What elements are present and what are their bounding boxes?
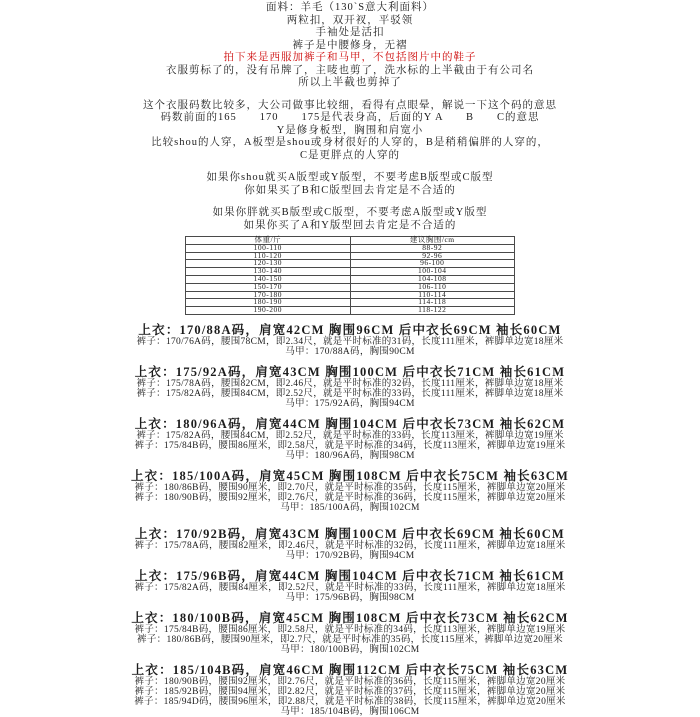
- pants-size-line: 裤子：180/90B码，腰围92厘米，即2.76尺，就是平时标准的36码，长度115厘米，裤脚单边宽20厘米: [134, 676, 566, 687]
- vest-size-line: 马甲：170/92B码，胸围94CM: [285, 550, 415, 561]
- intro-line: 如果你胖就买B版型或C版型，不要考虑A版型或Y版型: [212, 207, 488, 218]
- pants-size-line: 裤子：175/82A码，腰围84CM，即2.52尺，就是平时标准的33码，长度111厘米，裤脚单边宽18厘米: [136, 388, 564, 399]
- intro-line: 裤子是中腰修身，无褶: [292, 39, 408, 51]
- pants-size-line: 裤子：180/86B码，腰围90厘米，即2.7尺，就是平时标准的35码，长度115厘米，裤脚单边宽20厘米: [137, 634, 563, 645]
- jacket-size-heading: 上衣：185/100A码，肩宽45CM 胸围108CM 后中衣长75CM 袖长63CM: [130, 468, 570, 483]
- table-row: [186, 244, 515, 252]
- jacket-size-heading: 上衣：175/92A码，肩宽43CM 胸围100CM 后中衣长71CM 袖长61CM: [134, 364, 566, 379]
- vest-size-line: 马甲：175/96B码，胸围98CM: [285, 592, 415, 603]
- pants-size-line: 裤子：180/86B码，腰围90厘米，即2.70尺，就是平时标准的35码，长度115厘米，裤脚单边宽20厘米: [134, 482, 566, 493]
- table-cell: 88-92: [350, 244, 515, 252]
- table-row: [186, 283, 515, 291]
- table-cell: 100-104: [350, 268, 515, 276]
- vest-size-line: 马甲：185/104B码，胸围106CM: [280, 706, 420, 717]
- intro-line: 这个衣服码数比较多，大公司做事比较细，看得有点眼晕，解说一下这个码的意思: [143, 99, 557, 111]
- jacket-size-heading: 上衣：185/104B码，肩宽46CM 胸围112CM 后中衣长75CM 袖长63CM: [131, 662, 569, 677]
- table-header-cell: 体重/斤: [186, 237, 351, 245]
- table-cell: 114-118: [350, 299, 515, 307]
- pants-size-line: 裤子：175/84B码，腰围86厘米，即2.58尺，就是平时标准的34码，长度113厘米，裤脚单边宽19厘米: [134, 624, 566, 635]
- table-header-row: [186, 237, 515, 245]
- pants-size-line: 裤子：175/82A码，腰围84CM，即2.52尺，就是平时标准的33码，长度113厘米，裤脚单边宽19厘米: [136, 430, 564, 441]
- size-block: [0, 528, 700, 561]
- table-cell: 104-108: [350, 275, 515, 283]
- size-block: [0, 324, 700, 357]
- intro-line: Y是修身板型，胸围和肩宽小: [276, 124, 424, 136]
- size-blocks-section: [0, 324, 700, 717]
- table-cell: 180-190: [186, 299, 351, 307]
- table-cell: 110-120: [186, 252, 351, 260]
- vest-size-line: 马甲：185/100A码，胸围102CM: [280, 502, 420, 513]
- table-cell: 96-100: [350, 260, 515, 268]
- table-cell: 150-170: [186, 283, 351, 291]
- pants-size-line: 裤子：180/90B码，腰围92厘米，即2.76尺，就是平时标准的36码，长度115厘米，裤脚单边宽20厘米: [134, 492, 566, 503]
- table-row: [186, 291, 515, 299]
- table-row: [186, 299, 515, 307]
- jacket-size-heading: 上衣：170/88A码，肩宽42CM 胸围96CM 后中衣长69CM 袖长60CM: [138, 322, 562, 337]
- table-cell: 140-150: [186, 275, 351, 283]
- vest-size-line: 马甲：180/100B码，胸围102CM: [280, 644, 420, 655]
- table-cell: 106-110: [350, 283, 515, 291]
- table-cell: 92-96: [350, 252, 515, 260]
- intro-text-section: [0, 2, 700, 232]
- pants-size-line: 裤子：185/92B码，腰围94厘米，即2.82尺，就是平时标准的37码，长度115厘米，裤脚单边宽20厘米: [134, 686, 566, 697]
- pants-size-line: 裤子：175/82A码，腰围84厘米，即2.52尺，就是平时标准的33码，长度111厘米，裤脚单边宽18厘米: [134, 582, 566, 593]
- intro-line: 码数前面的165 170 175是代表身高，后面的Y A B C的意思: [160, 112, 540, 123]
- intro-line: 你如果买了B和C版型回去肯定是不合适的: [244, 184, 456, 196]
- table-cell: 100-110: [186, 244, 351, 252]
- size-block: [0, 664, 700, 717]
- pants-size-line: 裤子：175/78A码，腰围82厘米，即2.46尺，就是平时标准的32码，长度111厘米，裤脚单边宽18厘米: [134, 540, 566, 551]
- table-cell: 120-130: [186, 260, 351, 268]
- size-block: [0, 418, 700, 461]
- table-row: [186, 260, 515, 268]
- jacket-size-heading: 上衣：170/92B码，肩宽43CM 胸围100CM 后中衣长69CM 袖长60CM: [135, 526, 565, 541]
- intro-line: 比较shou的人穿，A板型是shou或身材很好的人穿的，B是稍稍偏胖的人穿的，: [151, 137, 549, 148]
- intro-line: 手袖处是活扣: [315, 27, 385, 38]
- weight-chest-table: [185, 236, 515, 315]
- size-block: [0, 366, 700, 409]
- intro-line: 如果你买了A和Y版型回去肯定是不合适的: [243, 219, 457, 231]
- pants-size-line: 裤子：175/78A码，腰围82CM，即2.46尺，就是平时标准的32码，长度111厘米，裤脚单边宽18厘米: [136, 378, 564, 389]
- size-block: [0, 612, 700, 655]
- intro-line: 两粒扣，双开衩，平驳领: [286, 14, 414, 26]
- table-cell: 118-122: [350, 307, 515, 315]
- table-cell: 130-140: [186, 268, 351, 276]
- jacket-size-heading: 上衣：175/96B码，肩宽44CM 胸围104CM 后中衣长71CM 袖长61CM: [135, 568, 565, 583]
- jacket-size-heading: 上衣：180/100B码，肩宽45CM 胸围108CM 后中衣长73CM 袖长62CM: [131, 610, 569, 625]
- intro-line: 如果你shou就买A版型或Y版型，不要考虑B版型或C版型: [206, 172, 494, 183]
- vest-size-line: 马甲：170/88A码，胸围90CM: [285, 346, 415, 357]
- intro-line: 所以上半截也剪掉了: [298, 77, 402, 88]
- intro-line: 衣服剪标了的，没有吊牌了，主唛也剪了，洗水标的上半截由于有公司名: [166, 64, 534, 76]
- table-cell: 190-200: [186, 307, 351, 315]
- table-row: [186, 275, 515, 283]
- vest-size-line: 马甲：175/92A码，胸围94CM: [285, 398, 415, 409]
- table-row: [186, 252, 515, 260]
- size-block: [0, 570, 700, 603]
- table-row: [186, 307, 515, 315]
- size-block: [0, 470, 700, 513]
- jacket-size-heading: 上衣：180/96A码，肩宽44CM 胸围104CM 后中衣长73CM 袖长62CM: [134, 416, 566, 431]
- table-row: [186, 268, 515, 276]
- pants-size-line: 裤子：170/76A码，腰围78CM，即2.34尺，就是平时标准的31码，长度111厘米，裤脚单边宽18厘米: [136, 336, 564, 347]
- warning-line: 拍下来是西服加裤子和马甲，不包括图片中的鞋子: [223, 52, 477, 63]
- pants-size-line: 裤子：185/94D码，腰围96厘米，即2.88尺，就是平时标准的38码，长度115厘米，裤脚单边宽20厘米: [134, 696, 566, 707]
- table-cell: 170-180: [186, 291, 351, 299]
- table-cell: 110-114: [350, 291, 515, 299]
- pants-size-line: 裤子：175/84B码，腰围86厘米，即2.58尺，就是平时标准的34码，长度113厘米，裤脚单边宽19厘米: [134, 440, 566, 451]
- intro-line: 面料：羊毛（130`S意大利面料）: [265, 2, 435, 13]
- table-header-cell: 建议胸围/cm: [350, 237, 515, 245]
- intro-line: C是更胖点的人穿的: [299, 149, 400, 161]
- vest-size-line: 马甲：180/96A码，胸围98CM: [285, 450, 415, 461]
